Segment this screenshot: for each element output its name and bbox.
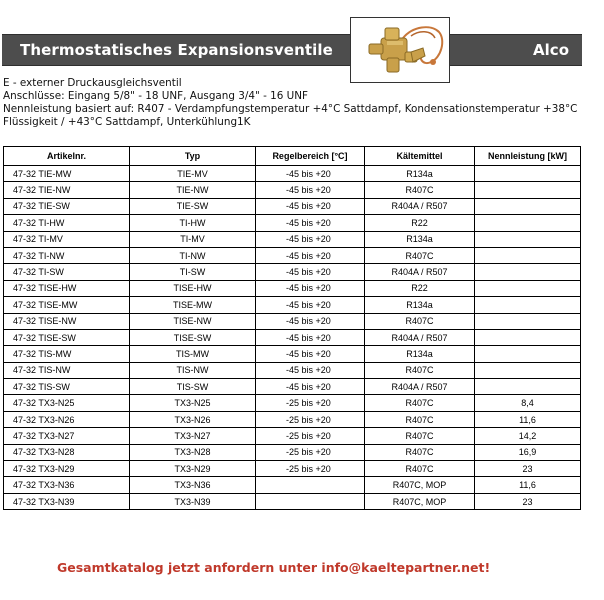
cell-range: -45 bis +20 [256,198,365,214]
table-row [4,264,581,280]
cell-refrigerant: R134a [365,346,475,362]
cell-range: -45 bis +20 [256,247,365,263]
cell-article: 47-32 TIE-MW [4,166,130,182]
cell-range [256,493,365,509]
table-row [4,297,581,313]
cell-type: TX3-N25 [130,395,256,411]
cell-refrigerant: R407C [365,182,475,198]
cell-refrigerant: R134a [365,231,475,247]
cell-range: -45 bis +20 [256,313,365,329]
catalog-request-note: Gesamtkatalog jetzt anfordern unter info@kaeltepartner.net! [57,560,491,575]
cell-refrigerant: R407C, MOP [365,477,475,493]
cell-type: TISE-SW [130,329,256,345]
cell-refrigerant: R407C [365,428,475,444]
cell-range: -25 bis +20 [256,411,365,427]
cell-refrigerant: R407C [365,444,475,460]
cell-article: 47-32 TX3-N25 [4,395,130,411]
cell-range: -25 bis +20 [256,461,365,477]
cell-capacity [475,280,581,296]
cell-refrigerant: R404A / R507 [365,329,475,345]
cell-article: 47-32 TIS-NW [4,362,130,378]
cell-type: TX3-N27 [130,428,256,444]
table-row [4,395,581,411]
cell-type: TIE-SW [130,198,256,214]
cell-range: -45 bis +20 [256,280,365,296]
cell-refrigerant: R407C [365,395,475,411]
cell-article: 47-32 TIE-SW [4,198,130,214]
cell-article: 47-32 TI-NW [4,247,130,263]
cell-refrigerant: R22 [365,215,475,231]
table-row [4,198,581,214]
table-row [4,329,581,345]
cell-type: TISE-HW [130,280,256,296]
cell-range: -45 bis +20 [256,329,365,345]
cell-range: -45 bis +20 [256,362,365,378]
cell-range [256,477,365,493]
cell-refrigerant: R22 [365,280,475,296]
table-row [4,231,581,247]
cell-capacity: 16,9 [475,444,581,460]
info-line-valve-type: E - externer Druckausgleichsventil [3,77,182,89]
cell-article: 47-32 TX3-N36 [4,477,130,493]
cell-range: -45 bis +20 [256,297,365,313]
cell-capacity [475,231,581,247]
page-title: Thermostatisches Expansionsventile [20,41,333,59]
cell-article: 47-32 TISE-HW [4,280,130,296]
cell-refrigerant: R407C [365,247,475,263]
cell-range: -45 bis +20 [256,182,365,198]
cell-article: 47-32 TI-HW [4,215,130,231]
table-row [4,362,581,378]
cell-type: TIS-SW [130,379,256,395]
column-header-refrigerant: Kältemittel [365,147,475,166]
cell-type: TI-HW [130,215,256,231]
cell-article: 47-32 TISE-SW [4,329,130,345]
cell-type: TI-NW [130,247,256,263]
product-image [350,17,450,83]
cell-range: -25 bis +20 [256,395,365,411]
cell-type: TIS-MW [130,346,256,362]
table-row [4,444,581,460]
cell-type: TI-SW [130,264,256,280]
cell-capacity [475,198,581,214]
cell-capacity [475,346,581,362]
cell-refrigerant: R404A / R507 [365,198,475,214]
table-row [4,182,581,198]
cell-capacity: 11,6 [475,411,581,427]
cell-refrigerant: R404A / R507 [365,379,475,395]
expansion-valve-icon [351,18,449,82]
cell-type: TISE-NW [130,313,256,329]
column-header-range: Regelbereich [°C] [256,147,365,166]
cell-capacity [475,247,581,263]
column-header-capacity: Nennleistung [kW] [475,147,581,166]
cell-article: 47-32 TX3-N39 [4,493,130,509]
table-row [4,346,581,362]
cell-capacity: 11,6 [475,477,581,493]
cell-refrigerant: R404A / R507 [365,264,475,280]
info-block [3,77,598,129]
cell-capacity [475,313,581,329]
table-row [4,313,581,329]
info-line-connections: Anschlüsse: Eingang 5/8" - 18 UNF, Ausgang 3/4" - 16 UNF [3,90,309,102]
cell-refrigerant: R407C [365,411,475,427]
cell-capacity: 23 [475,461,581,477]
cell-capacity [475,166,581,182]
header-bar [2,34,582,66]
cell-type: TIE-NW [130,182,256,198]
cell-type: TI-MV [130,231,256,247]
cell-capacity [475,379,581,395]
table-row [4,379,581,395]
cell-range: -45 bis +20 [256,215,365,231]
table-row [4,215,581,231]
cell-type: TX3-N26 [130,411,256,427]
cell-type: TIE-MV [130,166,256,182]
cell-capacity: 14,2 [475,428,581,444]
cell-type: TX3-N39 [130,493,256,509]
cell-article: 47-32 TIS-SW [4,379,130,395]
cell-range: -45 bis +20 [256,346,365,362]
cell-capacity [475,264,581,280]
column-header-article: Artikelnr. [4,147,130,166]
cell-range: -45 bis +20 [256,379,365,395]
cell-article: 47-32 TI-SW [4,264,130,280]
cell-range: -45 bis +20 [256,264,365,280]
cell-article: 47-32 TIE-NW [4,182,130,198]
cell-article: 47-32 TIS-MW [4,346,130,362]
table-row [4,493,581,509]
table-row [4,477,581,493]
table-header-row [4,147,581,166]
cell-article: 47-32 TISE-MW [4,297,130,313]
table-row [4,428,581,444]
cell-type: TX3-N36 [130,477,256,493]
cell-type: TIS-NW [130,362,256,378]
cell-refrigerant: R134a [365,166,475,182]
cell-capacity: 23 [475,493,581,509]
cell-article: 47-32 TX3-N28 [4,444,130,460]
article-table [3,146,581,510]
cell-range: -25 bis +20 [256,428,365,444]
cell-range: -45 bis +20 [256,231,365,247]
cell-type: TX3-N28 [130,444,256,460]
table-row [4,247,581,263]
table-row [4,461,581,477]
info-line-rating-basis: Nennleistung basiert auf: R407 - Verdampfungstemperatur +4°C Sattdampf, Kondensationstemperatur +38°C Flüssigkeit / +43°C Sattdampf, Unterkühlung1K [3,103,578,128]
table-row [4,166,581,182]
cell-refrigerant: R407C [365,461,475,477]
cell-capacity [475,297,581,313]
cell-range: -25 bis +20 [256,444,365,460]
cell-refrigerant: R407C [365,362,475,378]
cell-capacity [475,182,581,198]
cell-refrigerant: R134a [365,297,475,313]
cell-refrigerant: R407C [365,313,475,329]
column-header-type: Typ [130,147,256,166]
cell-article: 47-32 TX3-N27 [4,428,130,444]
table-body [4,166,581,510]
brand-label: Alco [533,41,569,59]
cell-capacity [475,362,581,378]
cell-refrigerant: R407C, MOP [365,493,475,509]
cell-article: 47-32 TI-MV [4,231,130,247]
cell-type: TX3-N29 [130,461,256,477]
cell-article: 47-32 TX3-N29 [4,461,130,477]
cell-type: TISE-MW [130,297,256,313]
table-row [4,280,581,296]
cell-article: 47-32 TISE-NW [4,313,130,329]
table-row [4,411,581,427]
cell-range: -45 bis +20 [256,166,365,182]
cell-capacity [475,329,581,345]
cell-capacity: 8,4 [475,395,581,411]
cell-capacity [475,215,581,231]
cell-article: 47-32 TX3-N26 [4,411,130,427]
